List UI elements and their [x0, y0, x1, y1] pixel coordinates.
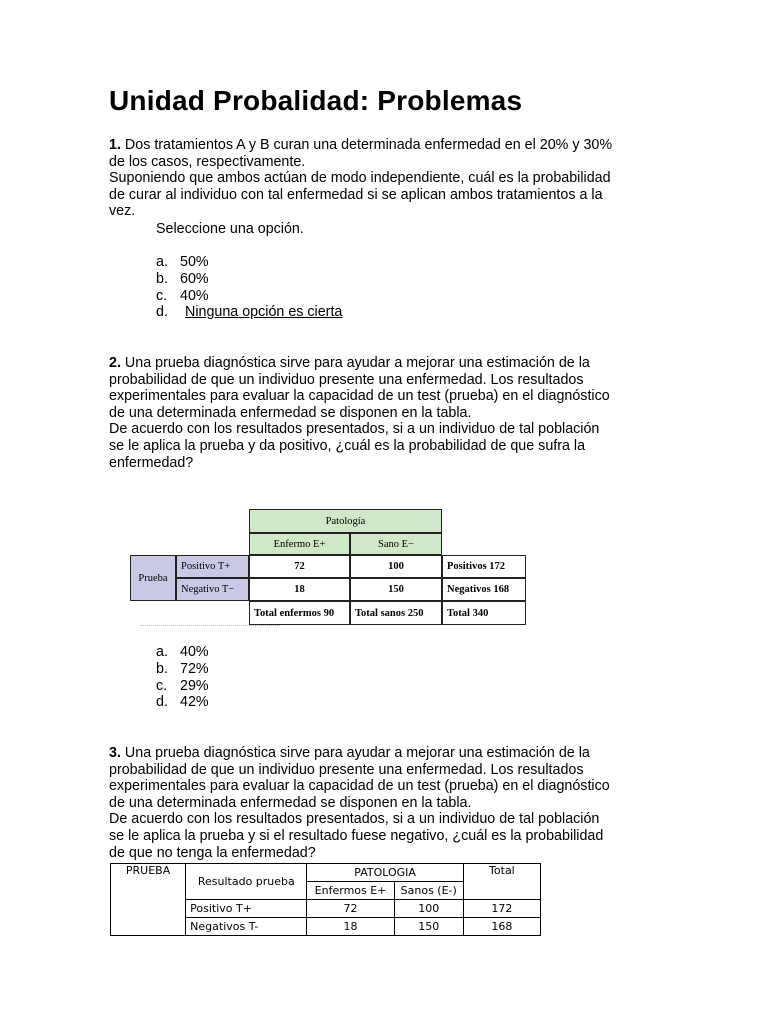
q1-line: Suponiendo que ambos actúan de modo independiente, cuál es la probabilidad — [109, 170, 611, 187]
q1-line: vez. — [109, 203, 136, 220]
q1-option-c[interactable]: c. 40% — [156, 287, 209, 304]
q2-line: Una prueba diagnóstica sirve para ayudar a mejorar una estimación de la — [124, 355, 590, 371]
total-header: Total — [463, 864, 540, 900]
q2-option-c[interactable]: c. 29% — [156, 677, 209, 694]
q1-option-d[interactable]: d. Ninguna opción es cierta — [156, 304, 343, 321]
q1-option-b[interactable]: b. 60% — [156, 270, 209, 287]
q3-line: probabilidad de que un individuo presente una enfermedad. Los resultados — [109, 761, 584, 778]
cell-total: 168 — [463, 918, 540, 936]
q1-options — [156, 254, 342, 321]
neg-enf-value: 18 — [249, 578, 350, 601]
question-3-number: 3. — [109, 745, 121, 761]
patologia-header: PATOLOGIA — [307, 864, 463, 882]
resultado-header: Resultado prueba — [186, 864, 307, 900]
question-2-number: 2. — [109, 355, 121, 371]
question-1-text — [109, 137, 669, 220]
positivo-label: Positivo T+ — [176, 555, 249, 578]
q3-line: experimentales para evaluar la capacidad de un test (prueba) en el diagnóstico — [109, 778, 610, 795]
q3-line: De acuerdo con los resultados presentados, si a un individuo de tal población — [109, 811, 600, 828]
neg-sano-value: 150 — [350, 578, 442, 601]
q2-line: se le aplica la prueba y da positivo, ¿cuál es la probabilidad de que sufra la — [109, 437, 586, 454]
q1-option-a[interactable]: a. 50% — [156, 254, 209, 270]
q3-line: Una prueba diagnóstica sirve para ayudar a mejorar una estimación de la — [124, 745, 590, 761]
total-enfermos: Total enfermos 90 — [249, 601, 350, 625]
q3-table — [110, 863, 541, 936]
row-label: Negativos T- — [186, 918, 307, 936]
prueba-header: PRUEBA — [111, 864, 186, 936]
cell-sanos: 100 — [394, 900, 463, 918]
cell-sanos: 150 — [394, 918, 463, 936]
positivos-total: Positivos 172 — [442, 555, 526, 578]
faint-artifact — [140, 625, 280, 628]
q3-line: de que no tenga la enfermedad? — [109, 844, 316, 861]
q2-line: probabilidad de que un individuo presente una enfermedad. Los resultados — [109, 371, 584, 388]
q3-line: de una determinada enfermedad se disponen en la tabla. — [109, 794, 472, 811]
q2-line: De acuerdo con los resultados presentados, si a un individuo de tal población — [109, 421, 600, 438]
enfermo-header: Enfermo E+ — [249, 533, 350, 555]
cell-enfermos: 18 — [307, 918, 394, 936]
question-2-text — [109, 355, 669, 471]
q3-line: se le aplica la prueba y si el resultado fuese negativo, ¿cuál es la probabilidad — [109, 827, 604, 844]
pos-enf-value: 72 — [249, 555, 350, 578]
cell-total: 172 — [463, 900, 540, 918]
cell-enfermos: 72 — [307, 900, 394, 918]
pos-sano-value: 100 — [350, 555, 442, 578]
q2-line: experimentales para evaluar la capacidad de un test (prueba) en el diagnóstico — [109, 388, 610, 405]
total-sanos: Total sanos 250 — [350, 601, 442, 625]
q1-line: Dos tratamientos A y B curan una determinada enfermedad en el 20% y 30% — [124, 137, 613, 153]
sanos-header: Sanos (E-) — [394, 882, 463, 900]
page-title: Unidad Probalidad: Problemas — [109, 85, 523, 116]
q2-option-b[interactable]: b. 72% — [156, 660, 209, 677]
q2-contingency-table — [130, 509, 526, 625]
q2-option-d[interactable]: d. 42% — [156, 694, 209, 711]
q2-option-a[interactable]: a. 40% — [156, 644, 209, 660]
question-3-text — [109, 745, 669, 861]
total-general: Total 340 — [442, 601, 526, 625]
row-label: Positivo T+ — [186, 900, 307, 918]
q1-line: de los casos, respectivamente. — [109, 153, 306, 170]
question-1-number: 1. — [109, 137, 121, 153]
sano-header: Sano E− — [350, 533, 442, 555]
negativos-total: Negativos 168 — [442, 578, 526, 601]
prueba-label: Prueba — [130, 555, 176, 601]
patologia-header: Patología — [249, 509, 442, 533]
q1-prompt: Seleccione una opción. — [156, 221, 304, 237]
q2-options — [156, 644, 209, 711]
q2-line: enfermedad? — [109, 454, 194, 471]
negativo-label: Negativo T− — [176, 578, 249, 601]
enfermos-header: Enfermos E+ — [307, 882, 394, 900]
q1-line: de curar al individuo con tal enfermedad si se aplican ambos tratamientos a la — [109, 186, 603, 203]
q2-line: de una determinada enfermedad se disponen en la tabla. — [109, 404, 472, 421]
